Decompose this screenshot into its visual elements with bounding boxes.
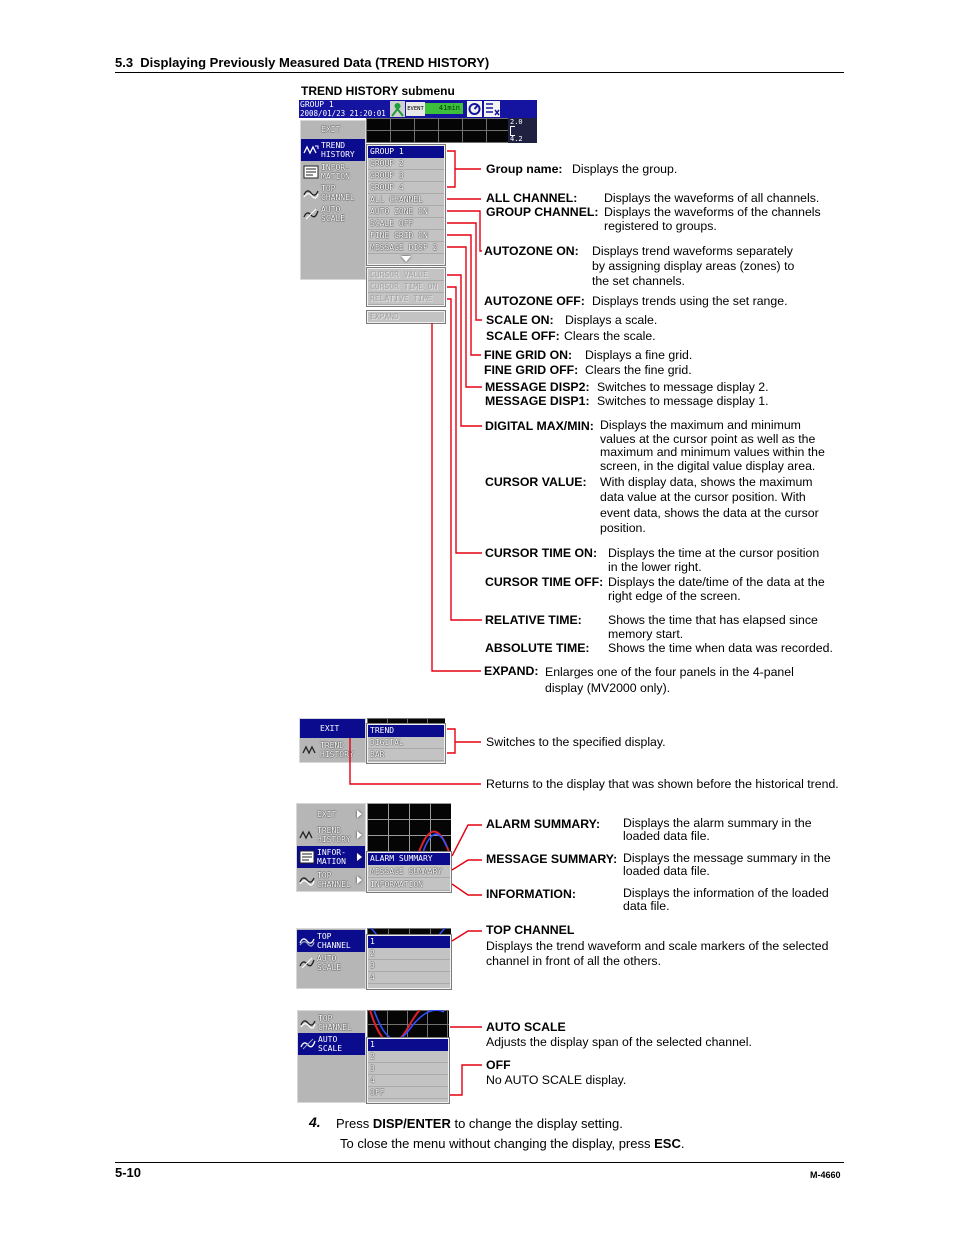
- callout-desc: Displays a fine grid.: [585, 348, 693, 362]
- submenu-item-message-disp: MESSAGE DISP 2: [368, 242, 444, 254]
- callout-desc: Displays the time at the cursor position in the lower right.: [608, 546, 820, 574]
- callout-line-cursor-time: [447, 287, 482, 553]
- callout-label: MESSAGE DISP2:: [485, 380, 590, 394]
- submenu-item-bar: BAR: [368, 749, 444, 761]
- callout-line-top-channel: [452, 931, 482, 941]
- main-menu: [296, 928, 366, 989]
- submenu-item-channel-4: 4: [368, 972, 450, 984]
- scroll-down-icon: [401, 256, 411, 262]
- menu-item-label: AUTO SCALE: [317, 954, 342, 972]
- document-id: M-4660: [810, 1170, 841, 1180]
- menu-item-label: TREND HISTORY: [320, 741, 354, 759]
- menu-item-top-channel: [297, 930, 365, 952]
- menu-item-label: EXIT: [321, 125, 341, 134]
- memory-icon: [390, 101, 405, 117]
- menu-item-exit: [300, 719, 365, 738]
- callout-desc: With display data, shows the maximum data value at the cursor position. With event data, shows the data at the cursor position.: [600, 475, 819, 535]
- callout-desc: Displays the waveforms of the channels registered to groups.: [604, 205, 821, 233]
- menu-item-label: EXIT: [320, 724, 340, 733]
- callout-line-expand: [432, 323, 481, 671]
- submenu-item-group-3: GROUP 3: [368, 170, 444, 182]
- main-menu: [296, 803, 366, 892]
- trend-chart-area: [366, 118, 508, 143]
- trend-waveform: [367, 1010, 449, 1038]
- callout-label: INFORMATION:: [486, 887, 576, 901]
- footer-rule: [115, 1162, 844, 1163]
- submenu-arrow-icon: [357, 831, 362, 839]
- callout-label: MESSAGE SUMMARY:: [486, 852, 618, 866]
- callout-label: AUTOZONE OFF:: [484, 294, 585, 308]
- auto-scale-submenu: [367, 1038, 449, 1103]
- menu-item-label: INFOR- MATION: [317, 848, 346, 866]
- callout-label: MESSAGE DISP1:: [485, 394, 590, 408]
- callout-desc: Clears the fine grid.: [585, 363, 692, 377]
- auto-scale-icon: [300, 1038, 316, 1050]
- alarm-icon: [484, 101, 500, 117]
- scale-top-value: 2.0: [510, 118, 523, 126]
- menu-item-label: TOP CHANNEL: [321, 183, 355, 202]
- callout-label: GROUP CHANNEL:: [486, 205, 599, 219]
- trend-chart-strip: [367, 928, 451, 935]
- submenu-item-message-summary: MESSAGE SUMMARY: [368, 866, 450, 878]
- callout-desc: Shows the time when data was recorded.: [608, 641, 833, 655]
- menu-item-auto-scale: [297, 952, 365, 974]
- step-line-1: [336, 1116, 623, 1131]
- submenu-item-channel-2: 2: [368, 1051, 448, 1063]
- callout-desc: Displays the group.: [572, 162, 678, 176]
- callout-label: CURSOR TIME OFF:: [485, 575, 604, 589]
- header-rule: [115, 72, 844, 73]
- menu-item-label: INFOR- MATION: [321, 162, 350, 181]
- information-menu-screen: [296, 803, 451, 892]
- callout-label: CURSOR TIME ON:: [485, 546, 598, 560]
- callout-line-alarm-summary: [452, 825, 482, 856]
- callout-label: AUTO SCALE: [486, 1020, 566, 1034]
- callout-line-display-select: [447, 729, 481, 753]
- callout-line-information: [452, 884, 482, 895]
- trend-history-icon: [302, 744, 318, 756]
- submenu-item-alarm-summary: ALARM SUMMARY: [368, 853, 450, 865]
- step-text: Press: [336, 1116, 373, 1131]
- submenu-arrow-icon: [357, 810, 362, 818]
- menu-item-exit: [301, 122, 365, 137]
- scale-bottom-value: 4.2: [510, 135, 523, 143]
- step-line-2: [340, 1136, 684, 1151]
- submenu-item-channel-1: 1: [368, 936, 450, 948]
- information-submenu: [367, 852, 451, 892]
- auto-scale-screen: [297, 1010, 449, 1103]
- menu-item-label: TOP CHANNEL: [317, 871, 351, 889]
- callout-label: EXPAND:: [484, 664, 539, 678]
- submenu-item-channel-3: 3: [368, 960, 450, 972]
- step-text: To close the menu without changing the display, press: [340, 1136, 655, 1151]
- callout-label: FINE GRID ON:: [484, 348, 573, 362]
- callout-desc: Displays the waveforms of all channels.: [604, 191, 820, 205]
- information-icon: [299, 850, 315, 864]
- menu-item-auto-scale: [301, 203, 365, 224]
- key-esc: ESC: [654, 1136, 681, 1151]
- menu-item-trend-history: [301, 139, 365, 161]
- callout-label: FINE GRID OFF:: [484, 363, 579, 377]
- callout-label: CURSOR VALUE:: [485, 475, 587, 489]
- submenu-item-fine-grid: FINE GRID ON: [368, 230, 444, 242]
- main-menu: [300, 120, 366, 280]
- menu-item-label: TOP CHANNEL: [317, 932, 351, 950]
- event-label: EVENT: [406, 102, 425, 116]
- top-channel-icon: [300, 1017, 316, 1029]
- callout-label: Group name:: [486, 162, 563, 176]
- callout-label: SCALE ON:: [486, 313, 554, 327]
- menu-item-trend-history: [300, 739, 365, 761]
- step-number: 4.: [309, 1114, 321, 1130]
- callout-label: ABSOLUTE TIME:: [485, 641, 590, 655]
- callout-desc: Displays the message summary in the loaded data file.: [623, 851, 831, 878]
- submenu-item-channel-3: 3: [368, 1063, 448, 1075]
- submenu-item-group-2: GROUP 2: [368, 158, 444, 170]
- step-text: to change the display setting.: [450, 1116, 623, 1131]
- date-time: 2008/01/23 21:20:01: [300, 109, 386, 118]
- callout-label: AUTOZONE ON:: [484, 244, 579, 258]
- submenu-item-all-channel: ALL CHANNEL: [368, 194, 444, 206]
- submenu-item-information: INFORMATION: [368, 879, 450, 891]
- information-icon: [303, 165, 319, 179]
- submenu-item-scale: SCALE OFF: [368, 218, 444, 230]
- menu-item-information: [297, 846, 365, 868]
- channel-submenu: [367, 935, 451, 989]
- submenu-item-relative-time: RELATIVE TIME: [368, 293, 444, 305]
- menu-item-label: TREND HISTORY: [317, 826, 351, 844]
- auto-scale-icon: [303, 208, 319, 220]
- submenu-item-expand: EXPAND: [370, 312, 399, 321]
- callout-desc: Adjusts the display span of the selected channel.: [486, 1035, 752, 1049]
- submenu-item-group-1: GROUP 1: [368, 146, 444, 158]
- trend-chart-area: [367, 1010, 449, 1038]
- callout-label: RELATIVE TIME:: [485, 613, 582, 627]
- trend-waveform: [367, 803, 451, 852]
- status-bar: [299, 100, 537, 118]
- callout-desc: Displays trends using the set range.: [592, 294, 788, 308]
- menu-item-exit: [297, 805, 365, 823]
- callout-line-off: [450, 1065, 482, 1095]
- group-name: GROUP 1: [300, 100, 334, 109]
- display-icon: [467, 101, 482, 117]
- menu-item-label: TOP CHANNEL: [318, 1013, 352, 1032]
- callout-desc: Switches to the specified display.: [486, 735, 666, 749]
- callout-desc: Shows the time that has elapsed since memory start.: [608, 613, 818, 641]
- figure-caption: TREND HISTORY submenu: [301, 84, 455, 98]
- menu-item-label: AUTO SCALE: [318, 1035, 343, 1053]
- exit-menu-screen: [299, 718, 446, 763]
- submenu-item-cursor-value: CURSOR VALUE: [368, 269, 444, 281]
- callout-desc: No AUTO SCALE display.: [486, 1073, 627, 1087]
- menu-item-label: TREND HISTORY: [321, 141, 355, 159]
- submenu-item-off: OFF: [368, 1087, 448, 1099]
- trend-waveform: [367, 928, 451, 935]
- scale-column: [508, 118, 537, 143]
- callout-desc: Clears the scale.: [564, 329, 656, 343]
- expand-submenu: [367, 311, 445, 323]
- callout-label: OFF: [486, 1058, 511, 1072]
- submenu-arrow-icon: [357, 876, 362, 884]
- callout-desc: Displays the date/time of the data at the right edge of the screen.: [608, 575, 825, 603]
- callout-desc: Switches to message display 2.: [597, 380, 769, 394]
- menu-item-trend-history: [297, 824, 365, 846]
- trend-history-submenu: [367, 145, 445, 265]
- callout-label: DIGITAL MAX/MIN:: [485, 419, 594, 433]
- submenu-item-digital: DIGITAL: [368, 737, 444, 749]
- submenu-item-group-4: GROUP 4: [368, 182, 444, 194]
- key-disp-enter: DISP/ENTER: [372, 1116, 451, 1131]
- callout-line-relative-time: [447, 299, 482, 620]
- callout-desc: Displays the alarm summary in the loaded data file.: [623, 816, 812, 843]
- submenu-item-auto-zone: AUTO ZONE ON: [368, 206, 444, 218]
- menu-item-top-channel: [301, 182, 365, 203]
- menu-item-label: EXIT: [317, 809, 337, 819]
- callout-line-message-summary: [452, 860, 482, 870]
- step-text: .: [680, 1136, 685, 1151]
- menu-item-auto-scale: [298, 1033, 365, 1055]
- callout-desc: Displays a scale.: [565, 313, 658, 327]
- menu-item-top-channel: [297, 869, 365, 891]
- cursor-submenu: [367, 268, 445, 306]
- top-channel-screen: [296, 928, 451, 989]
- top-channel-icon: [299, 935, 315, 947]
- top-channel-icon: [303, 187, 319, 199]
- section-title: 5.3 Displaying Previously Measured Data (TREND HISTORY): [115, 55, 490, 70]
- callout-label: TOP CHANNEL: [486, 923, 575, 937]
- submenu-item-trend: TREND: [368, 725, 444, 737]
- submenu-item-channel-2: 2: [368, 948, 450, 960]
- page-number: 5-10: [115, 1165, 142, 1180]
- top-channel-icon: [299, 874, 315, 886]
- trend-chart-area: [367, 803, 451, 852]
- submenu-item-cursor-time: CURSOR TIME ON: [368, 281, 444, 293]
- trend-history-icon: [303, 144, 319, 156]
- menu-item-information: [301, 161, 365, 182]
- callout-desc: Displays the maximum and minimum values at the cursor point as well as the maximum and minimum values within the screen, in the digital value display area.: [600, 418, 825, 473]
- callout-desc: Enlarges one of the four panels in the 4-panel display (MV2000 only).: [545, 665, 794, 695]
- callout-desc: Displays trend waveforms separately by assigning display areas (zones) to the set channels.: [592, 244, 795, 288]
- submenu-item-channel-1: 1: [368, 1039, 448, 1051]
- callout-desc: Returns to the display that was shown before the historical trend.: [486, 777, 839, 791]
- auto-scale-icon: [299, 957, 315, 969]
- display-submenu: [367, 724, 445, 763]
- main-menu: [297, 1010, 366, 1103]
- event-time-bar: 41min: [425, 103, 463, 114]
- callout-label: ALL CHANNEL:: [486, 191, 578, 205]
- callout-label: SCALE OFF:: [486, 329, 560, 343]
- callout-desc: Switches to message display 1.: [597, 394, 769, 408]
- main-menu: [299, 718, 366, 763]
- trend-history-icon: [299, 829, 315, 841]
- submenu-item-channel-4: 4: [368, 1075, 448, 1087]
- menu-item-top-channel: [298, 1012, 365, 1033]
- callout-label: ALARM SUMMARY:: [486, 817, 601, 831]
- callout-desc: Displays the information of the loaded data file.: [623, 886, 829, 913]
- callout-desc: Displays the trend waveform and scale markers of the selected channel in front of all the others.: [486, 939, 829, 968]
- submenu-arrow-icon: [357, 853, 362, 861]
- menu-item-label: AUTO SCALE: [321, 204, 346, 223]
